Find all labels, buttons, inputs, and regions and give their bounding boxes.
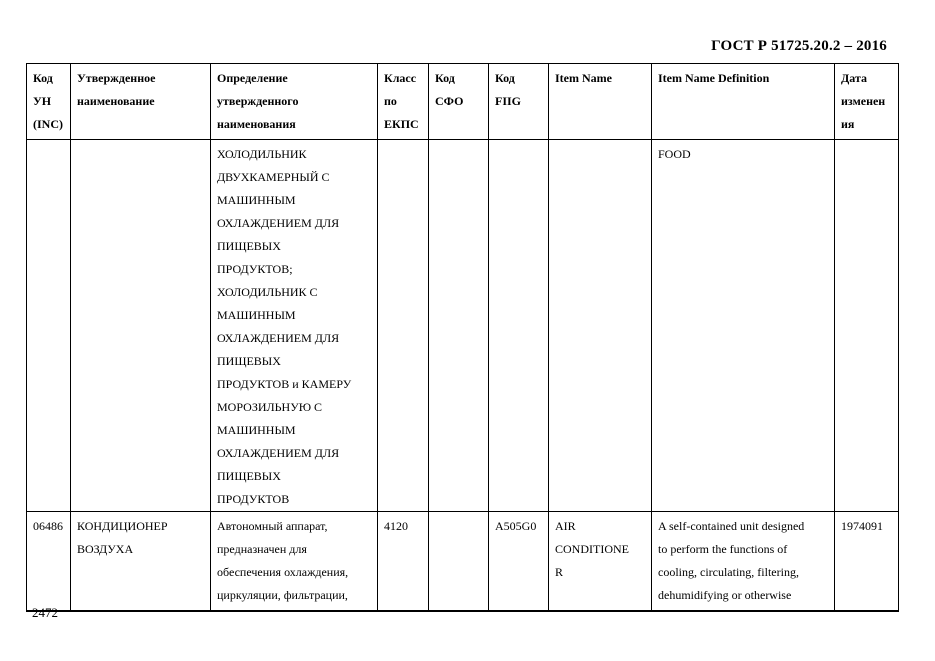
cell-inc-code: 06486 xyxy=(27,512,71,612)
catalog-table xyxy=(26,63,899,612)
cell-approved-name xyxy=(71,140,211,512)
cell-item-name-definition: FOOD xyxy=(652,140,835,512)
document-header: ГОСТ Р 51725.20.2 – 2016 xyxy=(711,38,887,54)
header-name-definition: Определение утвержденного наименования xyxy=(211,64,378,140)
cell-item-name-definition: A self-contained unit designed to perform the functions of cooling, circulating, filtering, dehumidifying or otherwise xyxy=(652,512,835,612)
cell-definition: Автономный аппарат, предназначен для обеспечения охлаждения, циркуляции, фильтрации, xyxy=(211,512,378,612)
cell-date xyxy=(835,140,899,512)
header-item-name-definition: Item Name Definition xyxy=(652,64,835,140)
table-row-entry xyxy=(27,512,899,612)
cell-item-name: AIR CONDITIONE R xyxy=(549,512,652,612)
cell-class: 4120 xyxy=(378,512,429,612)
cell-class xyxy=(378,140,429,512)
header-ekps-class: Класс по ЕКПС xyxy=(378,64,429,140)
header-fiig-code: Код FIIG xyxy=(489,64,549,140)
cell-item-name xyxy=(549,140,652,512)
header-change-date: Дата изменен ия xyxy=(835,64,899,140)
cell-fiig xyxy=(489,140,549,512)
header-inc-code: Код УН (INC) xyxy=(27,64,71,140)
header-item-name: Item Name xyxy=(549,64,652,140)
cell-sfo xyxy=(429,512,489,612)
table-header-row xyxy=(27,64,899,140)
header-sfo-code: Код СФО xyxy=(429,64,489,140)
header-approved-name: Утвержденное наименование xyxy=(71,64,211,140)
cell-definition: ХОЛОДИЛЬНИК ДВУХКАМЕРНЫЙ С МАШИННЫМ ОХЛАЖДЕНИЕМ ДЛЯ ПИЩЕВЫХ ПРОДУКТОВ; ХОЛОДИЛЬНИК С МАШИННЫМ ОХЛАЖДЕНИЕМ ДЛЯ ПИЩЕВЫХ ПРОДУКТОВ и КАМЕРУ МОРОЗИЛЬНУЮ С МАШИННЫМ ОХЛАЖДЕНИЕМ ДЛЯ ПИЩЕВЫХ ПРОДУКТОВ xyxy=(211,140,378,512)
cell-sfo xyxy=(429,140,489,512)
cell-date: 1974091 xyxy=(835,512,899,612)
page-number: 2472 xyxy=(32,605,58,620)
cell-inc-code xyxy=(27,140,71,512)
table-row-continuation xyxy=(27,140,899,512)
cell-fiig: A505G0 xyxy=(489,512,549,612)
cell-approved-name: КОНДИЦИОНЕР ВОЗДУХА xyxy=(71,512,211,612)
